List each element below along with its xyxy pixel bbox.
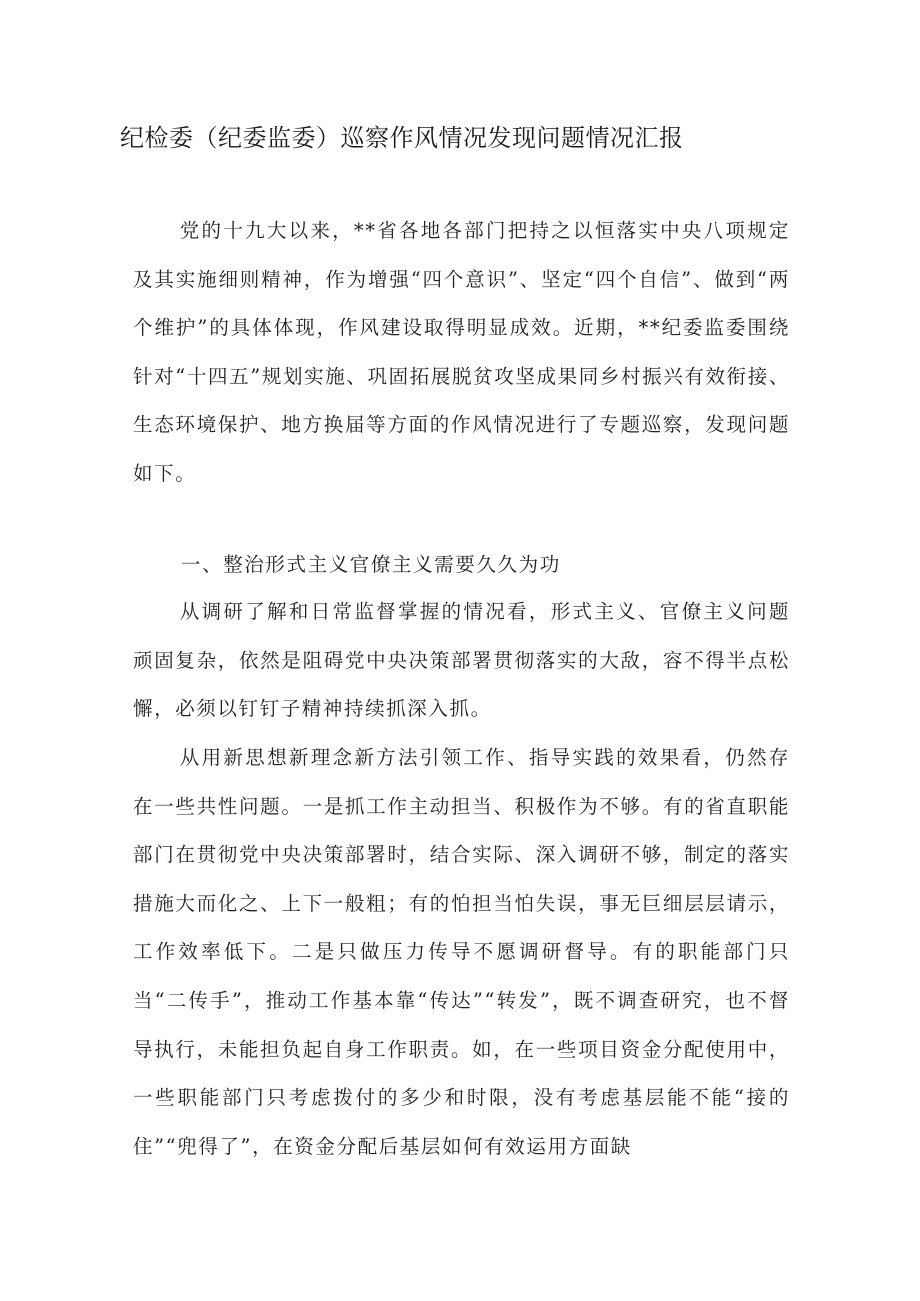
intro-paragraph: 党的十九大以来，**省各地各部门把持之以恒落实中央八项规定及其实施细则精神，作为增强“四个意识”、坚定“四个自信”、做到“两个维护”的具体体现，作风建设取得明显成效。近期，**纪委监委围绕针对“十四五”规划实施、巩固拓展脱贫攻坚成果同乡村振兴有效衔接、生态环境保护、地方换届等方面的作风情况进行了专题巡察，发现问题如下。	[133, 219, 790, 485]
document-title: 纪检委（纪委监委）巡察作风情况发现问题情况汇报	[120, 124, 684, 152]
section-paragraph-2: 从用新思想新理念新方法引领工作、指导实践的效果看，仍然存在一些共性问题。一是抓工作主动担当、积极作为不够。有的省直职能部门在贯彻党中央决策部署时，结合实际、深入调研不够，制定的落实措施大而化之、上下一般粗；有的怕担当怕失误，事无巨细层层请示，工作效率低下。二是只做压力传导不愿调研督导。有的职能部门只当“二传手”，推动工作基本靠“传达”“转发”，既不调查研究，也不督导执行，未能担负起自身工作职责。如，在一些项目资金分配使用中，一些职能部门只考虑拨付的多少和时限，没有考虑基层能不能“接的住”“兜得了”，在资金分配后基层如何有效运用方面缺	[133, 746, 790, 1158]
section-paragraph-1: 从调研了解和日常监督掌握的情况看，形式主义、官僚主义问题顽固复杂，依然是阻碍党中央决策部署贯彻落实的大敌，容不得半点松懈，必须以钉钉子精神持续抓深入抓。	[133, 600, 790, 721]
section-heading: 一、整治形式主义官僚主义需要久久为功	[181, 553, 561, 576]
